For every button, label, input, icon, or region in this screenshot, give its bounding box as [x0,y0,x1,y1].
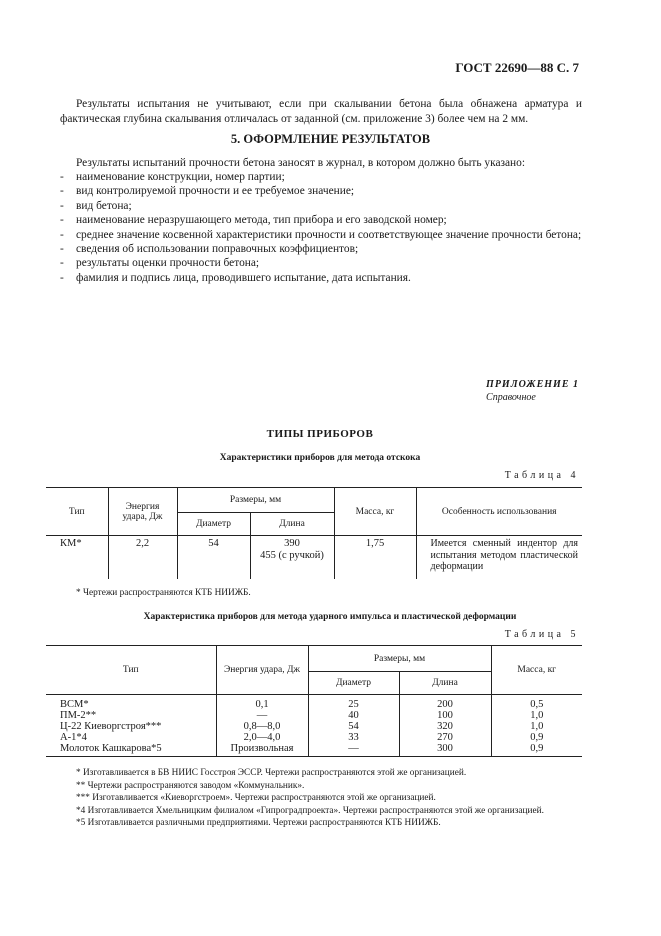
table-row: Ц-22 Киеворгстроя*** 0,8—8,0 54 320 1,0 [46,721,582,732]
appendix-heading [486,378,579,404]
table5 [46,645,582,757]
table5-label: Таблица 5 [504,629,579,640]
t4-header-feature: Особенность использования [416,488,582,536]
list-item: - среднее значение косвенной характеристики прочности и соответствующее значение прочности бетона; [60,228,582,241]
table4-subtitle: Характеристики приборов для метода отскока [219,453,421,463]
list-item: - наименование конструкции, номер партии; [60,171,285,183]
table5-footnotes: * Изготавливается в БВ НИИС Госстроя ЭССР. Чертежи распространяются этой же организацией. ** Чертежи распространяются заводом «Коммунальник». *** Изготавливается «Киеворгстроем». Чертежи распространяются этой же организацией. *4 Изготавливается Хмельницким филиалом «Гипроградпроекта». Чертежи распространяются этой же организацией. *5 Изготавливается различными предприятиями. Чертежи распространяются КТБ НИИЖБ. [76,768,544,828]
t5-header-mass: Масса, кг [491,646,582,695]
list-item: - вид контролируемой прочности и ее требуемое значение; [60,185,355,198]
table5-subtitle: Характеристика приборов для метода ударного импульса и пластической деформации [143,612,517,622]
list-item: - фамилия и подпись лица, проводившего испытание, дата испытания. [60,271,411,284]
main-title: ТИПЫ ПРИБОРОВ [266,428,374,440]
t5-header-length: Длина [399,672,491,695]
t4-header-energy: Энергия удара, Дж [108,488,177,536]
page-header: ГОСТ 22690—88 С. 7 [455,60,579,75]
intro-paragraph: Результаты испытания не учитывают, если при скалывании бетона была обнажена арматура и фактическая глубина скалывания отличалась от заданной (см. приложение 3) более чем на 2 мм. [60,98,582,125]
t4-header-dims: Размеры, мм [177,488,334,513]
t5-header-dims: Размеры, мм [308,646,491,672]
table4-footnote: * Чертежи распространяются КТБ НИИЖБ. [76,588,251,598]
list-item: - наименование неразрушающего метода, тип прибора и его заводской номер; [60,214,447,227]
table4-label: Таблица 4 [504,470,579,481]
table-row: А-1*4 2,0—4,0 33 270 0,9 [46,732,582,743]
list-item: - сведения об использовании поправочных коэффициентов; [60,243,359,256]
t5-header-diameter: Диаметр [308,672,399,695]
table-row: Молоток Кашкарова*5 Произвольная — 300 0,9 [46,743,582,757]
list-item: - вид бетона; [60,199,132,212]
table-row: ВСМ* 0,1 25 200 0,5 [46,695,582,711]
table-row: КМ* 2,2 54 390 455 (с ручкой) 1,75 Имеется сменный индентор для испытания методом пластической деформации [46,536,582,579]
appendix-title: ПРИЛОЖЕНИЕ 1 [486,379,579,390]
t4-header-type: Тип [46,488,108,536]
section-title: 5. ОФОРМЛЕНИЕ РЕЗУЛЬТАТОВ [230,132,431,146]
requirements-list [60,170,582,285]
t5-header-energy: Энергия удара, Дж [216,646,308,695]
appendix-note: Справочное [486,392,536,403]
t5-header-type: Тип [46,646,216,695]
t4-header-mass: Масса, кг [334,488,416,536]
table4 [46,487,582,579]
table-row: ПМ-2** — 40 100 1,0 [46,710,582,721]
t4-header-length: Длина [250,513,334,536]
t4-header-diameter: Диаметр [177,513,250,536]
section-lead: Результаты испытаний прочности бетона заносят в журнал, в котором должно быть указано: [76,157,526,169]
list-item: - результаты оценки прочности бетона; [60,257,260,270]
